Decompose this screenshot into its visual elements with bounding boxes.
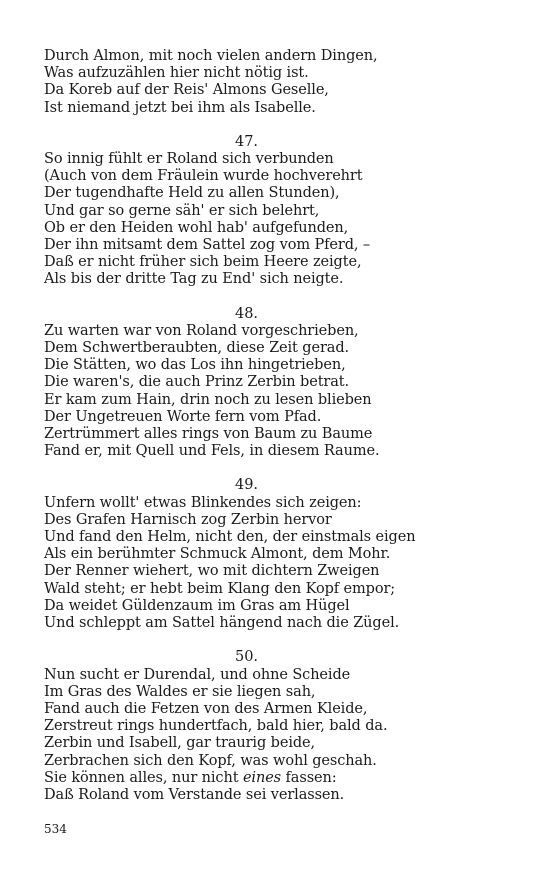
verse-line: Des Grafen Harnisch zog Zerbin hervor [44,511,332,528]
verse-line: Und schleppt am Sattel hängend nach die Zügel. [44,615,400,632]
verse-line: Zerstreut rings hundertfach, bald hier, bald da. [44,718,388,735]
verse-line: Die Stätten, wo das Los ihn hingetrieben, [44,357,346,374]
verse-line: Was aufzuzählen hier nicht nötig ist. [44,65,309,82]
verse-line: Ist niemand jetzt bei ihm als Isabelle. [44,99,316,116]
verse-line: Ob er den Heiden wohl hab' aufgefunden, [44,219,349,236]
intro-stanza [44,48,514,117]
verse-line [44,770,514,787]
verse-line: Als ein berühmter Schmuck Almont, dem Mohr. [44,546,391,563]
stanza-number: 48. [234,305,259,322]
emphasized-word: eines [242,769,282,786]
verse-line: Der Renner wiehert, wo mit dichtern Zweigen [44,563,380,580]
verse-line: Daß Roland vom Verstande sei verlassen. [44,786,345,803]
verse-line: Wald steht; er hebt beim Klang den Kopf empor; [44,580,396,597]
verse-line: (Auch von dem Fräulein wurde hochverehrt [44,168,363,185]
verse-line: Und gar so gerne säh' er sich belehrt, [44,202,320,219]
verse-line: Da weidet Güldenzaum im Gras am Hügel [44,597,350,614]
verse-line: Daß er nicht früher sich beim Heere zeigte, [44,254,362,271]
verse-line: Er kam zum Hain, drin noch zu lesen blieben [44,391,372,408]
verse-line: Unfern wollt' etwas Blinkendes sich zeigen: [44,494,362,511]
verse-line: Nun sucht er Durendal, und ohne Scheide [44,666,351,683]
page-number: 534 [44,822,67,836]
verse-line: Und fand den Helm, nicht den, der einstmals eigen [44,529,416,546]
stanza-48 [44,306,514,461]
verse-line: Durch Almon, mit noch vielen andern Dingen, [44,48,378,64]
page-body [44,48,514,804]
stanza-number: 47. [234,133,259,150]
verse-line-text: Sie können alles, nur nicht [44,769,243,786]
stanza-47 [44,134,514,289]
verse-line: Zerbin und Isabell, gar traurig beide, [44,735,316,752]
verse-line: Da Koreb auf der Reis' Almons Geselle, [44,82,329,99]
verse-line: Der tugendhafte Held zu allen Stunden), [44,185,340,202]
verse-line: Die waren's, die auch Prinz Zerbin betrat. [44,374,350,391]
verse-line: Der ihn mitsamt dem Sattel zog vom Pferd, – [44,237,371,254]
stanza-number: 50. [234,649,259,666]
verse-line: Zu warten war von Roland vorgeschrieben, [44,322,359,339]
verse-line: Zerbrachen sich den Kopf, was wohl geschah. [44,752,377,769]
verse-line: Im Gras des Waldes er sie liegen sah, [44,683,316,700]
verse-line: Als bis der dritte Tag zu End' sich neigte. [44,271,344,288]
verse-line: So innig fühlt er Roland sich verbunden [44,151,334,168]
stanza-49 [44,477,514,632]
verse-line-text: fassen: [281,769,337,786]
stanza-number: 49. [234,477,259,494]
verse-line: Fand er, mit Quell und Fels, in diesem Raume. [44,443,380,460]
verse-line: Fand auch die Fetzen von des Armen Kleide, [44,700,368,717]
verse-line: Der Ungetreuen Worte fern vom Pfad. [44,408,322,425]
verse-line: Zertrümmert alles rings von Baum zu Baume [44,426,373,443]
stanza-50 [44,649,514,804]
verse-line: Dem Schwertberaubten, diese Zeit gerad. [44,340,350,357]
